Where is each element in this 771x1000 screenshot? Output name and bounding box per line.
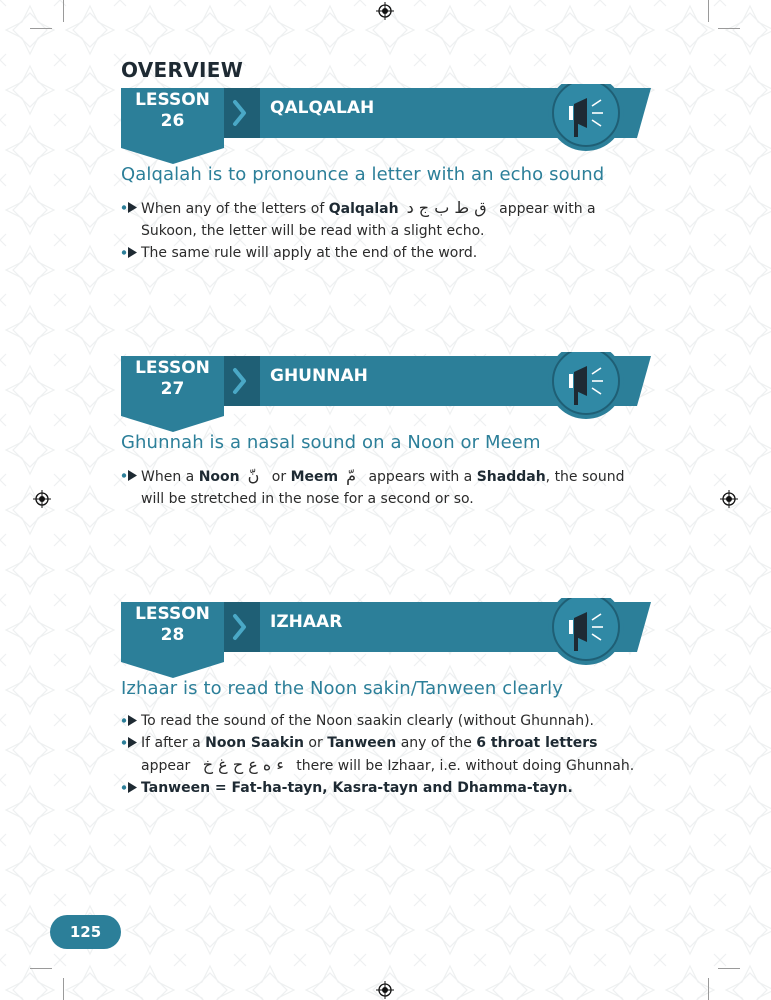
lesson-label: LESSON 26 (121, 90, 224, 132)
arrow-bullet-icon (121, 715, 137, 726)
lesson-title: QALQALAH (270, 98, 375, 118)
registration-mark-left (33, 490, 51, 508)
lesson-banner-28 (121, 598, 657, 682)
lesson-heading: Ghunnah is a nasal sound on a Noon or Meem (121, 432, 541, 453)
arabic-letters: ق ط ب ج د (406, 198, 487, 217)
lesson-number: 27 (160, 379, 185, 399)
page-number: 125 (50, 915, 121, 949)
crop-mark (30, 28, 52, 29)
arabic-letter: مّ (346, 466, 357, 485)
lesson-number: 28 (160, 625, 185, 645)
lesson-banner-27 (121, 352, 657, 436)
list-item: When a Noon نّ or Meem مّ appears with a Shaddah, the sound will be stretched in the nose for a second or so. (121, 465, 641, 510)
bullet-list (121, 197, 641, 264)
list-item: When any of the letters of Qalqalah ق ط ب ج د appear with a Sukoon, the letter will be read with a slight echo. (121, 197, 641, 242)
lesson-label: LESSON 28 (121, 604, 224, 646)
arabic-letters: ء ه ع ح غ خ (202, 755, 284, 774)
crop-mark (708, 0, 709, 22)
arabic-letter: نّ (247, 466, 260, 485)
overview-title: OVERVIEW (121, 58, 244, 82)
arrow-bullet-icon (121, 247, 137, 258)
list-item: If after a Noon Saakin or Tanween any of the 6 throat letters appear ء ه ع ح غ خ there will be Izhaar, i.e. without doing Ghunnah. (121, 732, 641, 777)
arrow-bullet-icon (121, 737, 137, 748)
lesson-banner-26 (121, 84, 657, 168)
arrow-bullet-icon (121, 202, 137, 213)
lesson-label: LESSON 27 (121, 358, 224, 400)
crop-mark (30, 968, 52, 969)
bullet-list (121, 710, 641, 799)
lesson-title: IZHAAR (270, 612, 343, 632)
arrow-bullet-icon (121, 782, 137, 793)
list-item: To read the sound of the Noon saakin clearly (without Ghunnah). (121, 710, 641, 732)
crop-mark (63, 978, 64, 1000)
arrow-bullet-icon (121, 470, 137, 481)
bullet-list (121, 465, 641, 510)
registration-mark-right (720, 490, 738, 508)
lesson-heading: Izhaar is to read the Noon sakin/Tanween clearly (121, 678, 563, 699)
lesson-number: 26 (160, 111, 185, 131)
lesson-heading: Qalqalah is to pronounce a letter with an echo sound (121, 164, 605, 185)
lesson-title: GHUNNAH (270, 366, 368, 386)
crop-mark (63, 0, 64, 22)
registration-mark-bottom (376, 981, 394, 999)
registration-mark-top (376, 2, 394, 20)
crop-mark (718, 968, 740, 969)
list-item: The same rule will apply at the end of the word. (121, 242, 641, 264)
crop-mark (718, 28, 740, 29)
list-item: Tanween = Fat-ha-tayn, Kasra-tayn and Dhamma-tayn. (121, 777, 641, 799)
crop-mark (708, 978, 709, 1000)
